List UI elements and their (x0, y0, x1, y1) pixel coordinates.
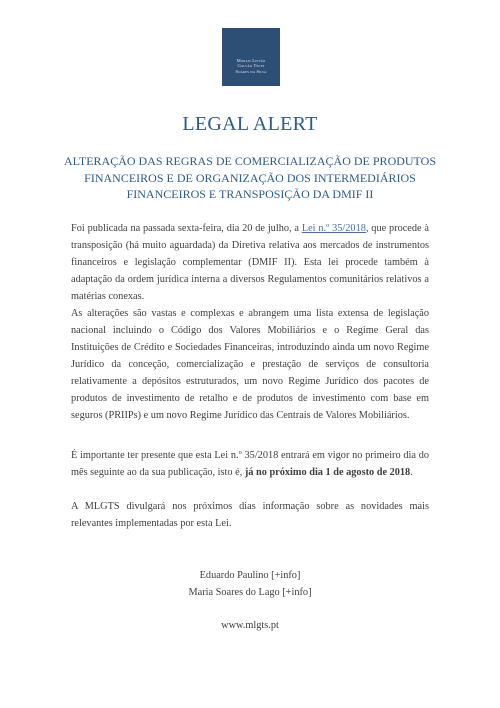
paragraph-announcement: A MLGTS divulgará nos próximos dias informação sobre as novidades mais relevantes implementadas por esta Lei. (71, 501, 429, 529)
paragraph-1-text-b: , que procede à transposição (há muito aguardada) da Diretiva relativa aos mercados de instrumentos financeiros e legislação complementar (DMIF II). Esta lei procede também à adaptação da ordem jurídica interna a diversos Regulamentos comunitários relativos a matérias conexas. (71, 223, 430, 302)
paragraph-changes: As alterações são vastas e complexas e abrangem uma lista extensa de legislação nacional incluindo o Código dos Valores Mobiliários e o Regime Geral das Instituições de Crédito e Sociedades Financeiras, introduzindo ainda um novo Regime Jurídico da conceção, comercialização e prestação de serviços de consultoria relativamente a depósitos estruturados, um novo Regime Jurídico dos pacotes de produtos de investimento de retalho e de produtos de investimento com base em seguros (PRIIPs) e um novo Regime Jurídico das Centrais de Valores Mobiliários. (71, 308, 429, 421)
paragraph-publication (71, 220, 429, 305)
author-eduardo-paulino[interactable]: Eduardo Paulino [+info] (199, 570, 301, 581)
paragraph-1-text-a: Foi publicada na passada sexta-feira, dia 20 de julho, a (71, 223, 302, 234)
website-link[interactable]: www.mlgts.pt (221, 620, 279, 631)
author-maria-soares-do-lago[interactable]: Maria Soares do Lago [+info] (188, 587, 312, 598)
logo-line-3: Soares da Silva (235, 68, 267, 74)
page-title: LEGAL ALERT (182, 113, 318, 135)
paragraph-3-text-a: É importante ter presente que esta Lei n.º 35/2018 entrará em vigor no primeiro dia do mês seguinte ao da sua publicação, isto é, (71, 450, 429, 478)
firm-logo (222, 28, 280, 86)
logo-line-1: Morais Leitão (236, 57, 266, 63)
alert-subtitle: ALTERAÇÃO DAS REGRAS DE COMERCIALIZAÇÃO DE PRODUTOS FINANCEIROS E DE ORGANIZAÇÃO DOS INTERMEDIÁRIOS FINANCEIROS E TRANSPOSIÇÃO DA DMIF II (63, 154, 437, 201)
paragraph-3-text-b: . (410, 467, 413, 478)
effective-date-highlight: já no próximo dia 1 de agosto de 2018 (244, 467, 411, 478)
logo-line-2: Galvão Teles (237, 63, 265, 69)
law-link[interactable]: Lei n.º 35/2018 (301, 223, 366, 234)
paragraph-effective-date (71, 447, 429, 481)
